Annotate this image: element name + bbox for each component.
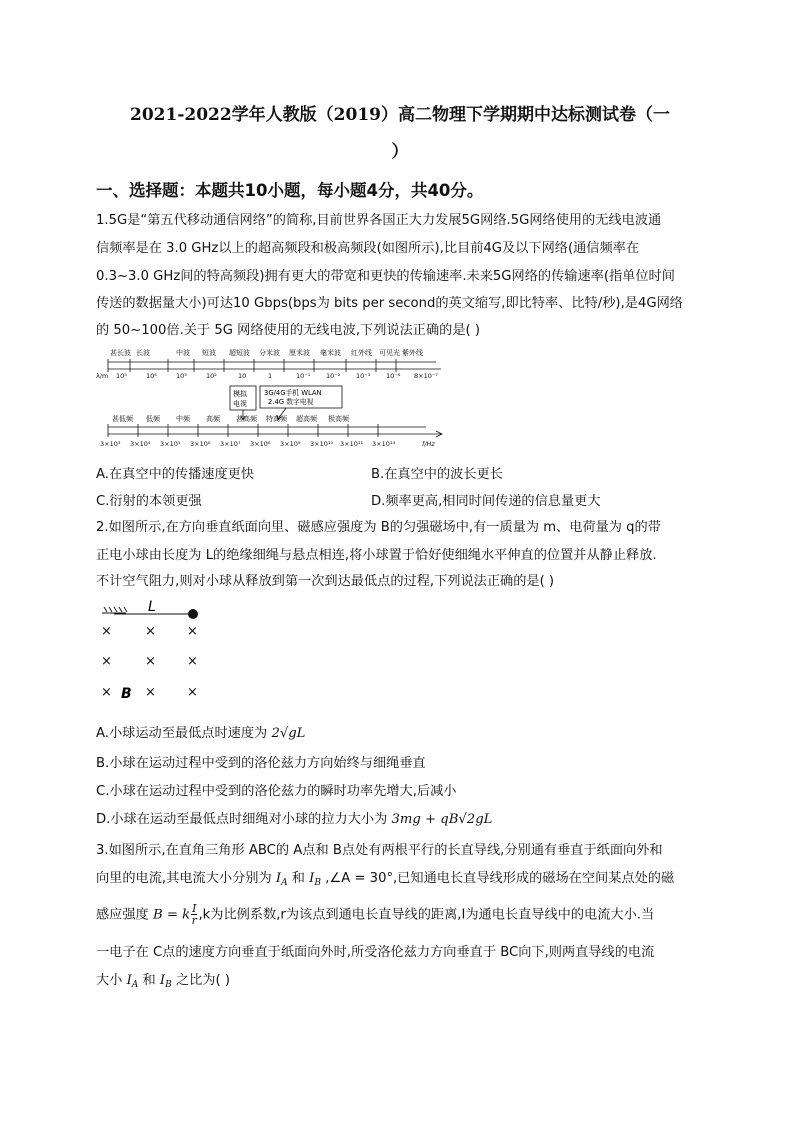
mobile-wlan-label: 3G/4G手机 WLAN	[264, 389, 322, 397]
wave-band-label: 可见光	[379, 349, 400, 357]
q3-line-5-part-a: 大小	[96, 973, 123, 988]
q2-option-c[interactable]: C.小球在运动过程中受到的洛伦兹力的瞬时功率先增大,后减小	[96, 784, 457, 799]
q1-line-5: 的 50~100倍.关于 5G 网络使用的无线电波,下列说法正确的是( )	[96, 323, 480, 338]
exam-title-line2: ）	[391, 142, 409, 162]
wave-band-label: 分米波	[259, 349, 280, 357]
q1-option-b[interactable]: B.在真空中的波长更长	[371, 467, 503, 482]
freq-tick: 3×10⁸	[250, 440, 271, 448]
q2-line-1: 2.如图所示,在方向垂直纸面向里、磁感应强度为 B的匀强磁场中,有一质量为 m、电荷量为 q的带	[96, 520, 661, 535]
current-ia	[127, 973, 139, 988]
current-ib	[160, 973, 172, 988]
q1-option-a[interactable]: A.在真空中的传播速度更快	[96, 467, 255, 482]
charged-ball	[188, 609, 198, 619]
freq-tick: 3×10⁴	[130, 440, 151, 448]
field-cross: ×	[145, 685, 156, 700]
freq-band-label: 高频	[206, 415, 220, 423]
freq-band-label: 中频	[176, 415, 190, 423]
q2-option-d-formula: 3mg + qB√2gL	[391, 812, 493, 827]
current-ib-symbol: I	[309, 871, 315, 886]
q3-line-5-part-c: 之比为( )	[175, 973, 230, 988]
analog-tv-label: 模拟	[233, 390, 247, 398]
q1-line-4: 传送的数据量大小)可达10 Gbps(bps为 bits per second的英文缩写,即比特率、比特/秒),是4G网络	[96, 296, 683, 311]
mobile-wlan-label: 2.4G 数字电视	[268, 398, 314, 406]
lambda-tick: 10⁻⁶	[386, 372, 401, 380]
current-ib	[309, 871, 321, 886]
lambda-tick: 10³	[176, 372, 187, 380]
lambda-tick: 1	[268, 372, 273, 380]
wave-band-label: 红外线	[351, 349, 372, 357]
q3-line-5	[96, 971, 696, 995]
field-cross: ×	[145, 624, 156, 639]
freq-band-label: 甚高频	[236, 415, 257, 423]
wave-band-label: 甚长波	[110, 349, 131, 357]
magnetic-field-figure	[96, 598, 216, 703]
fraction-numerator: I	[192, 902, 197, 915]
length-label: L	[148, 599, 156, 615]
q3-line-4: 一电子在 C点的速度方向垂直于纸面向外时,所受洛伦兹力方向垂直于 BC向下,则两直导线的电流	[96, 945, 655, 960]
field-cross: ×	[187, 654, 198, 669]
wave-band-label: 超短波	[229, 349, 250, 357]
lambda-axis-label: λ/m	[96, 372, 109, 380]
q1-line-3: 0.3~3.0 GHz间的特高频段)拥有更大的带宽和更快的传输速率.未来5G网络的传输速率(指单位时间	[96, 269, 675, 284]
field-formula-fraction	[191, 903, 197, 926]
lambda-tick: 8×10⁻⁷	[414, 372, 438, 380]
lambda-tick: 10	[238, 372, 247, 380]
freq-tick: 3×10⁶	[190, 440, 211, 448]
wave-band-label: 紫外线	[402, 349, 423, 357]
q2-option-a-text: A.小球运动至最低点时速度为	[96, 726, 268, 741]
wave-band-label: 厘米波	[289, 349, 310, 357]
freq-band-label: 极高频	[328, 415, 349, 423]
section-heading: 一、选择题：本题共10小题，每小题4分，共40分。	[96, 181, 484, 200]
q2-option-d[interactable]	[96, 808, 492, 827]
q2-option-a-formula: 2√gL	[271, 726, 306, 741]
freq-tick: 3×10¹⁴	[372, 440, 396, 448]
q3-line-2	[96, 869, 696, 893]
q3-line-2-part-c: ,∠A = 30°,已知通电长直导线形成的磁场在空间某点处的磁	[325, 871, 675, 886]
lambda-tick: 10⁴	[146, 372, 157, 380]
wave-band-label: 长波	[136, 349, 150, 357]
fraction-denominator: r	[191, 914, 197, 927]
current-ia-subscript: A	[131, 980, 139, 990]
freq-tick: 3×10⁵	[160, 440, 181, 448]
current-ia-symbol: I	[275, 871, 282, 886]
q2-option-d-text: D.小球在运动至最低点时细绳对小球的拉力大小为	[96, 812, 388, 827]
freq-tick: 3×10¹⁰	[310, 440, 334, 448]
q3-line-3-part-a: 感应强度	[96, 907, 149, 923]
freq-axis-label: f/Hz	[422, 440, 435, 448]
wave-band-label: 短波	[202, 349, 216, 357]
q2-option-b[interactable]: B.小球在运动过程中受到的洛伦兹力方向始终与细绳垂直	[96, 756, 426, 771]
q1-option-c[interactable]: C.衍射的本领更强	[96, 494, 202, 509]
q3-line-2-part-a: 向里的电流,其电流大小分别为	[96, 871, 272, 886]
q2-line-3: 不计空气阻力,则对小球从释放到第一次到达最低点的过程,下列说法正确的是( )	[96, 574, 555, 589]
current-ia-subscript: A	[281, 878, 288, 888]
freq-band-label: 超高频	[296, 415, 317, 423]
freq-tick: 3×10³	[100, 440, 121, 448]
q1-line-1: 1.5G是“第五代移动通信网络”的简称,目前世界各国正大力发展5G网络.5G网络使用的无线电波通	[96, 213, 662, 228]
lambda-tick: 10⁻³	[356, 372, 371, 380]
wave-band-label: 中波	[176, 349, 190, 357]
current-ia-symbol: I	[126, 973, 132, 988]
current-ib-subscript: B	[165, 980, 172, 990]
lambda-tick: 10²	[206, 372, 217, 380]
freq-tick: 3×10¹¹	[340, 440, 364, 448]
q3-line-3-part-b: ,k为比例系数,r为该点到通电长直导线的距离,I为通电长直导线中的电流大小.当	[198, 907, 655, 923]
wave-band-label: 毫米波	[320, 349, 341, 357]
spectrum-figure	[96, 345, 456, 457]
current-ia	[276, 871, 288, 886]
freq-band-label: 低频	[146, 415, 160, 423]
q1-line-2: 信频率是在 3.0 GHz以上的超高频段和极高频段(如图所示),比目前4G及以下网络(通信频率在	[96, 241, 640, 256]
q3-line-3	[96, 903, 696, 926]
analog-tv-label: 电视	[233, 400, 247, 408]
field-formula-lhs: B = k	[152, 907, 191, 923]
lambda-tick: 10⁻²	[326, 372, 341, 380]
field-cross: ×	[145, 654, 156, 669]
field-cross: ×	[101, 685, 112, 700]
exam-title-line1: 2021-2022学年人教版（2019）高二物理下学期期中达标测试卷（一	[130, 105, 670, 125]
field-label: B	[121, 686, 132, 702]
q3-line-2-part-b: 和	[291, 871, 305, 886]
q3-line-1: 3.如图所示,在直角三角形 ABC的 A点和 B点处有两根平行的长直导线,分别通有垂直于纸面向外和	[96, 843, 663, 858]
q3-line-5-part-b: 和	[142, 973, 156, 988]
freq-band-label: 甚低频	[112, 415, 133, 423]
current-ib-symbol: I	[159, 973, 166, 988]
lambda-tick: 10⁻¹	[296, 372, 311, 380]
field-cross: ×	[101, 654, 112, 669]
lambda-tick: 10⁵	[116, 372, 127, 380]
q1-option-d[interactable]: D.频率更高,相同时间传递的信息量更大	[371, 494, 601, 509]
q2-option-a[interactable]	[96, 722, 305, 741]
field-cross: ×	[187, 624, 198, 639]
freq-tick: 3×10⁹	[280, 440, 301, 448]
current-ib-subscript: B	[314, 878, 321, 888]
freq-tick: 3×10⁷	[220, 440, 241, 448]
field-cross: ×	[187, 685, 198, 700]
freq-band-label: 特高频	[266, 415, 287, 423]
q2-line-2: 正电小球由长度为 L的绝缘细绳与悬点相连,将小球置于恰好使细绳水平伸直的位置并从静止释放.	[96, 548, 657, 563]
field-cross: ×	[101, 624, 112, 639]
